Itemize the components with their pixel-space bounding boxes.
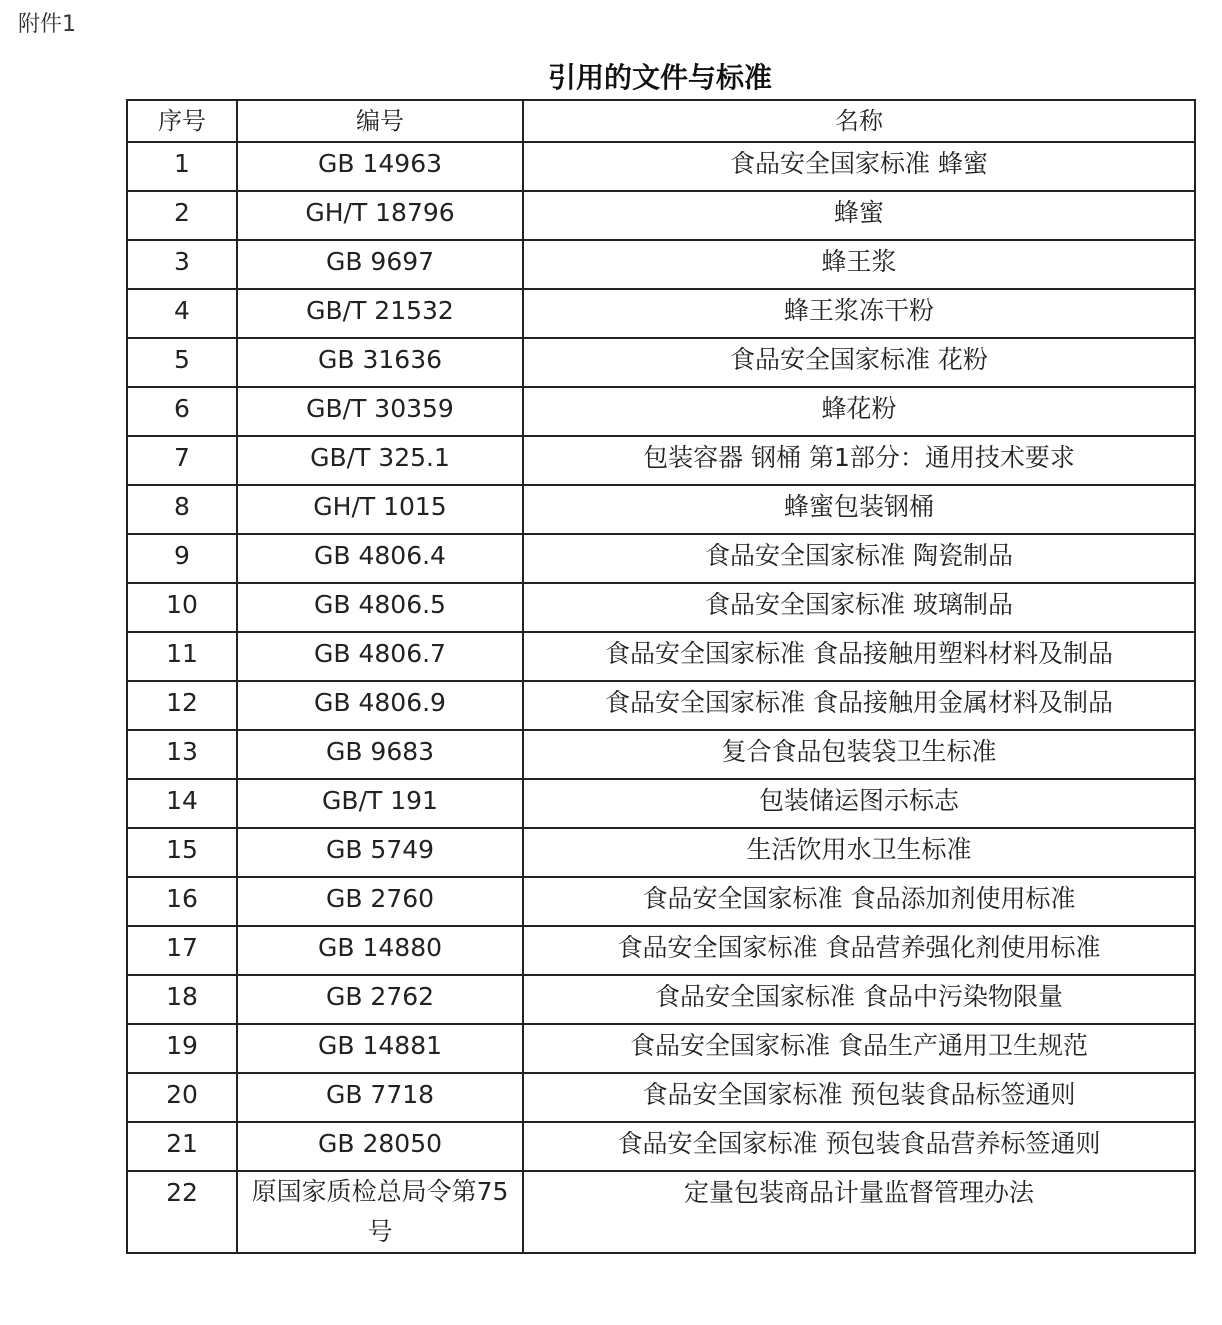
row-number: 16: [127, 877, 237, 926]
row-code: GB 14880: [237, 926, 523, 975]
row-name: 食品安全国家标准 玻璃制品: [523, 583, 1195, 632]
row-code: GH/T 1015: [237, 485, 523, 534]
row-name: 蜂蜜包装钢桶: [523, 485, 1195, 534]
row-name: 食品安全国家标准 食品营养强化剂使用标准: [523, 926, 1195, 975]
row-name: 生活饮用水卫生标准: [523, 828, 1195, 877]
row-number: 1: [127, 142, 237, 191]
table-row: [127, 1122, 1195, 1171]
header-name: 名称: [523, 100, 1195, 142]
row-code: GB 9697: [237, 240, 523, 289]
row-code: GB/T 30359: [237, 387, 523, 436]
row-name: 定量包装商品计量监督管理办法: [523, 1171, 1195, 1253]
row-number: 22: [127, 1171, 237, 1253]
table-row: [127, 632, 1195, 681]
row-name: 食品安全国家标准 预包装食品标签通则: [523, 1073, 1195, 1122]
row-number: 20: [127, 1073, 237, 1122]
row-name: 蜂王浆: [523, 240, 1195, 289]
row-number: 13: [127, 730, 237, 779]
row-name: 食品安全国家标准 食品中污染物限量: [523, 975, 1195, 1024]
row-name: 蜂花粉: [523, 387, 1195, 436]
row-number: 12: [127, 681, 237, 730]
table-row: [127, 975, 1195, 1024]
row-code: GB 7718: [237, 1073, 523, 1122]
row-number: 8: [127, 485, 237, 534]
row-number: 7: [127, 436, 237, 485]
header-code: 编号: [237, 100, 523, 142]
row-name: 食品安全国家标准 食品添加剂使用标准: [523, 877, 1195, 926]
row-number: 5: [127, 338, 237, 387]
row-number: 17: [127, 926, 237, 975]
row-name: 蜂王浆冻干粉: [523, 289, 1195, 338]
attachment-label: 附件1: [18, 12, 76, 37]
table-row: [127, 338, 1195, 387]
table-row: [127, 289, 1195, 338]
table-row: [127, 877, 1195, 926]
table-row: [127, 681, 1195, 730]
row-name: 复合食品包装袋卫生标准: [523, 730, 1195, 779]
row-code: GB 14963: [237, 142, 523, 191]
table-row: [127, 828, 1195, 877]
row-name: 食品安全国家标准 食品接触用金属材料及制品: [523, 681, 1195, 730]
row-name: 食品安全国家标准 食品生产通用卫生规范: [523, 1024, 1195, 1073]
table-row: [127, 730, 1195, 779]
row-code: GB/T 325.1: [237, 436, 523, 485]
row-name: 食品安全国家标准 陶瓷制品: [523, 534, 1195, 583]
row-name: 食品安全国家标准 蜂蜜: [523, 142, 1195, 191]
table-row: [127, 534, 1195, 583]
row-number: 19: [127, 1024, 237, 1073]
row-number: 6: [127, 387, 237, 436]
row-number: 9: [127, 534, 237, 583]
row-code: GB 28050: [237, 1122, 523, 1171]
row-code: GB 9683: [237, 730, 523, 779]
row-code: GB/T 21532: [237, 289, 523, 338]
row-code: GB 2760: [237, 877, 523, 926]
row-name: 包装容器 钢桶 第1部分：通用技术要求: [523, 436, 1195, 485]
table-row: [127, 779, 1195, 828]
row-code: GB 14881: [237, 1024, 523, 1073]
standards-table: [126, 99, 1196, 1254]
table-row: [127, 583, 1195, 632]
row-number: 4: [127, 289, 237, 338]
row-number: 15: [127, 828, 237, 877]
row-name: 包装储运图示标志: [523, 779, 1195, 828]
row-number: 14: [127, 779, 237, 828]
row-code: 原国家质检总局令第75号: [237, 1171, 523, 1253]
row-code: GB 2762: [237, 975, 523, 1024]
table-header-row: [127, 100, 1195, 142]
row-code: GB 4806.7: [237, 632, 523, 681]
table-row: [127, 485, 1195, 534]
table-row: [127, 436, 1195, 485]
row-number: 18: [127, 975, 237, 1024]
table-row: [127, 1171, 1195, 1253]
row-name: 食品安全国家标准 食品接触用塑料材料及制品: [523, 632, 1195, 681]
row-name: 食品安全国家标准 花粉: [523, 338, 1195, 387]
table-row: [127, 1024, 1195, 1073]
table-row: [127, 1073, 1195, 1122]
table-row: [127, 142, 1195, 191]
row-code: GH/T 18796: [237, 191, 523, 240]
row-code: GB/T 191: [237, 779, 523, 828]
header-serial-number: 序号: [127, 100, 237, 142]
table-row: [127, 926, 1195, 975]
row-number: 2: [127, 191, 237, 240]
table-row: [127, 387, 1195, 436]
row-number: 10: [127, 583, 237, 632]
table-row: [127, 240, 1195, 289]
row-name: 蜂蜜: [523, 191, 1195, 240]
table-row: [127, 191, 1195, 240]
row-number: 11: [127, 632, 237, 681]
row-name: 食品安全国家标准 预包装食品营养标签通则: [523, 1122, 1195, 1171]
document-title: 引用的文件与标准: [547, 61, 772, 94]
row-code: GB 5749: [237, 828, 523, 877]
row-code: GB 4806.5: [237, 583, 523, 632]
row-code: GB 31636: [237, 338, 523, 387]
row-code: GB 4806.4: [237, 534, 523, 583]
row-code: GB 4806.9: [237, 681, 523, 730]
row-number: 3: [127, 240, 237, 289]
row-number: 21: [127, 1122, 237, 1171]
